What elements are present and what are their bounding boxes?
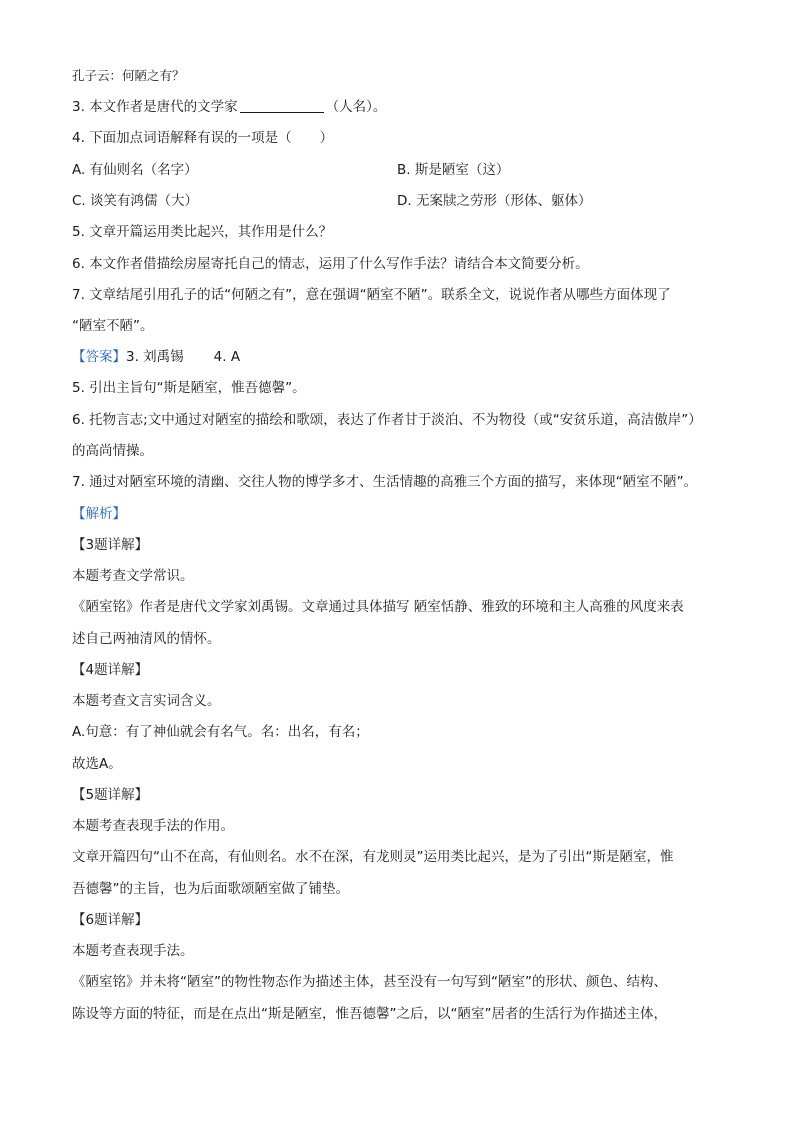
detail-4-title: 【4题详解】 [72,662,149,678]
detail-5-title: 【5题详解】 [72,787,149,803]
detail-6-line-1: 本题考查表现手法。 [72,943,194,959]
answer-tag: 【答案】 [72,349,126,365]
question-4-text: 4. 下面加点词语解释有误的一项是（ [72,130,292,146]
detail-4-line-3: 故选A。 [72,756,122,772]
option-a: A. 有仙则名（名字） [72,162,198,178]
answer-header [72,347,240,367]
detail-5-line-1: 本题考查表现手法的作用。 [72,818,234,834]
answer-3: 3. 刘禹锡 [126,349,184,365]
analysis-tag: 【解析】 [72,506,126,522]
detail-4-line-1: 本题考查文言实词含义。 [72,693,221,709]
detail-6-line-3: 陈设等方面的特征，而是在点出“斯是陋室，惟吾德馨”之后，以“陋室”居者的生活行为作描述主体， [72,1006,667,1022]
answer-4: 4. A [213,349,241,365]
question-5: 5. 文章开篇运用类比起兴，其作用是什么？ [72,224,333,240]
detail-6-title: 【6题详解】 [72,912,149,928]
detail-3-line-3: 述自己两袖清风的情怀。 [72,631,221,647]
question-4 [72,128,333,148]
detail-5-line-2: 文章开篇四句“山不在高，有仙则名。水不在深，有龙则灵”运用类比起兴，是为了引出“斯是陋室，惟 [72,849,674,865]
question-4-suffix: ） [319,130,334,146]
question-3-suffix: （人名）。 [325,99,387,115]
detail-3-line-1: 本题考查文学常识。 [72,568,194,584]
passage-last-line: 孔子云：何陋之有？ [72,68,185,83]
detail-5-line-3: 吾德馨”的主旨，也为后面歌颂陋室做了铺垫。 [72,881,349,897]
answer-7: 7. 通过对陋室环境的清幽、交往人物的博学多才、生活情趣的高雅三个方面的描写，来体现“陋室不陋”。 [72,474,698,490]
question-7-line-1: 7. 文章结尾引用孔子的话“何陋之有”，意在强调“陋室不陋”。联系全文，说说作者从哪些方面体现了 [72,287,671,303]
detail-3-line-2: 《陋室铭》作者是唐代文学家刘禹锡。文章通过具体描写 陋室恬静、雅致的环境和主人高雅的风度来表 [72,599,684,615]
detail-6-line-2: 《陋室铭》并未将“陋室”的物性物态作为描述主体，甚至没有一句写到“陋室”的形状、颜色、结构、 [72,974,667,990]
option-b: B. 斯是陋室（这） [397,162,510,178]
option-c: C. 谈笑有鸿儒（大） [72,193,199,209]
answer-5: 5. 引出主旨句“斯是陋室，惟吾德馨”。 [72,380,306,396]
question-7-line-2: “陋室不陋”。 [72,318,154,334]
answer-6-line-2: 的高尚情操。 [72,443,153,459]
question-3-text: 3. 本文作者是唐代的文学家 [72,99,238,115]
option-d: D. 无案牍之劳形（形体、躯体） [397,193,592,209]
answer-6-line-1: 6. 托物言志;文中通过对陋室的描绘和歌颂，表达了作者甘于淡泊、不为物役（或“安贫乐道，高洁傲岸”） [72,412,702,428]
answer-blank [240,98,324,113]
question-6: 6. 本文作者借描绘房屋寄托自己的情志，运用了什么写作手法？请结合本文简要分析。 [72,256,589,272]
question-3 [72,97,386,117]
detail-4-line-2: A.句意：有了神仙就会有名气。名：出名，有名； [72,724,369,740]
detail-3-title: 【3题详解】 [72,537,149,553]
